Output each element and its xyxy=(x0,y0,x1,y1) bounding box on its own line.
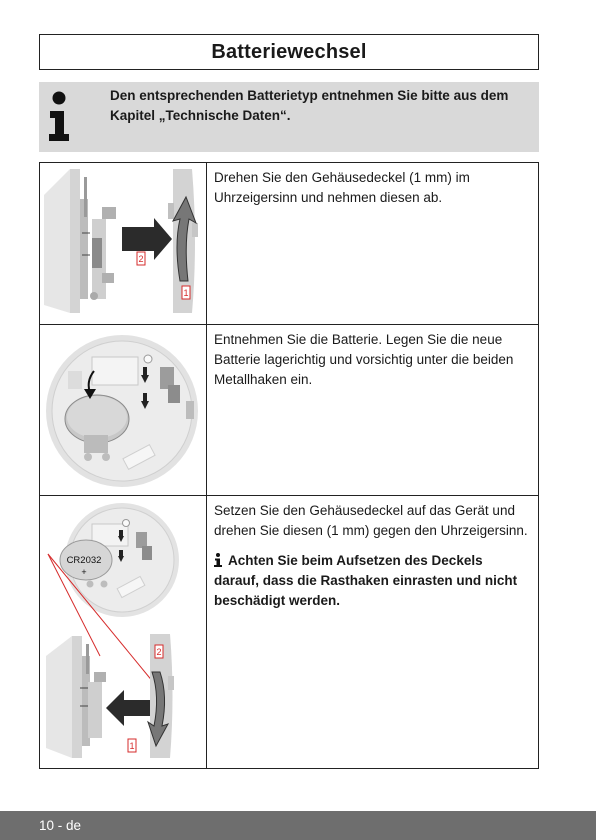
step-2-illustration xyxy=(40,325,207,496)
info-icon xyxy=(47,91,77,141)
title-box xyxy=(39,34,539,70)
battery-label: CR2032 xyxy=(66,555,102,566)
step-3-note-text: Achten Sie beim Aufsetzen des Deckels darauf, dass die Rasthaken einrasten und nicht beschädigt werden. xyxy=(214,553,518,608)
arrow-left-icon xyxy=(106,690,152,726)
step-row xyxy=(40,163,539,325)
step-row xyxy=(40,496,539,769)
callout-2: 2 xyxy=(138,254,144,264)
page-title: Batteriewechsel xyxy=(211,40,367,63)
step-row xyxy=(40,325,539,496)
callout-2: 2 xyxy=(156,647,162,657)
page-footer xyxy=(0,811,596,840)
step-3-text: Setzen Sie den Gehäusedeckel auf das Gerät und drehen Sie diesen (1 mm) gegen den Uhrzeigersinn. xyxy=(214,503,528,538)
page-number: 10 - de xyxy=(39,818,82,833)
info-icon xyxy=(214,553,224,567)
battery-plus: + xyxy=(81,567,87,577)
step-3-illustration xyxy=(40,496,207,769)
callout-1: 1 xyxy=(183,288,189,298)
steps-table xyxy=(39,162,539,769)
step-3-cell xyxy=(207,496,539,769)
step-1-text: Drehen Sie den Gehäusedeckel (1 mm) im Uhrzeigersinn und nehmen diesen ab. xyxy=(207,163,539,325)
step-1-illustration xyxy=(40,163,207,325)
step-2-text: Entnehmen Sie die Batterie. Legen Sie die neue Batterie lagerichtig und vorsichtig unter die beiden Metallhaken ein. xyxy=(207,325,539,496)
arrow-right-icon xyxy=(122,218,172,260)
callout-1: 1 xyxy=(129,741,135,751)
step-3-note xyxy=(214,551,531,611)
info-text: Den entsprechenden Batterietyp entnehmen Sie bitte aus dem Kapitel „Technische Daten“. xyxy=(110,88,509,123)
info-box xyxy=(39,82,539,152)
